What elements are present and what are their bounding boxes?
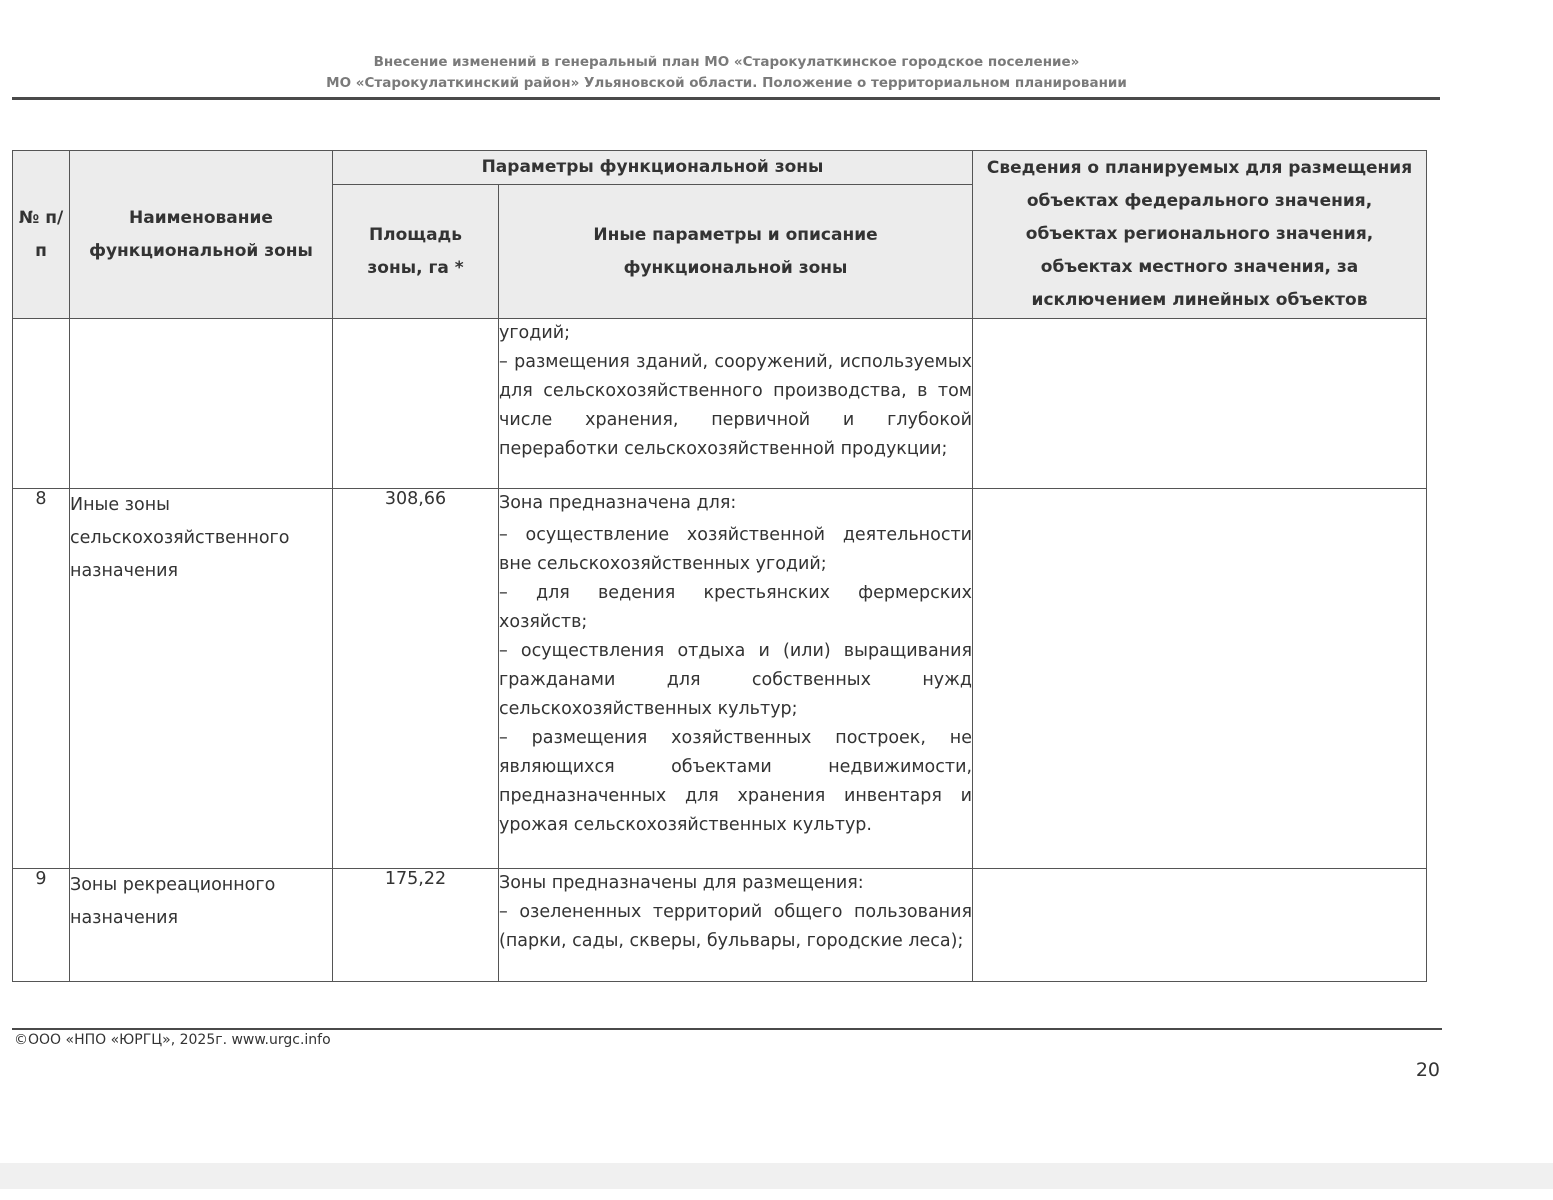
footer-copyright: ©ООО «НПО «ЮРГЦ», 2025г. www.urgc.info bbox=[14, 1032, 331, 1048]
zone-description bbox=[499, 489, 973, 869]
zone-name: Иные зоны сельскохозяйственного назначения bbox=[70, 489, 333, 869]
description-line: Зона предназначена для: bbox=[499, 493, 737, 513]
zone-description bbox=[499, 319, 973, 489]
table-row bbox=[13, 869, 1427, 982]
row-number: 9 bbox=[13, 869, 70, 982]
functional-zones-table bbox=[12, 150, 1427, 982]
table-row bbox=[13, 319, 1427, 489]
zone-area: 308,66 bbox=[333, 489, 499, 869]
column-header-other-params: Иные параметры и описание функциональной зоны bbox=[499, 185, 973, 319]
description-line: – размещения хозяйственных построек, не являющихся объектами недвижимости, предназначенных для хранения инвентаря и урожая сельскохозяйственных культур. bbox=[499, 728, 973, 835]
description-line: Зоны предназначены для размещения: bbox=[499, 873, 864, 893]
description-line: угодий; bbox=[499, 323, 570, 343]
description-line: – озелененных территорий общего пользования (парки, сады, скверы, бульвары, городские леса); bbox=[499, 902, 973, 951]
page-number: 20 bbox=[1415, 1059, 1440, 1081]
zone-area bbox=[333, 319, 499, 489]
zone-description bbox=[499, 869, 973, 982]
footer-divider bbox=[12, 1028, 1442, 1030]
column-header-area: Площадь зоны, га * bbox=[333, 185, 499, 319]
column-header-number: № п/п bbox=[13, 151, 70, 319]
row-number bbox=[13, 319, 70, 489]
row-number: 8 bbox=[13, 489, 70, 869]
document-header bbox=[0, 52, 1453, 94]
description-line: – осуществления отдыха и (или) выращивания гражданами для собственных нужд сельскохозяйственных культур; bbox=[499, 641, 973, 719]
table-row bbox=[13, 489, 1427, 869]
column-header-params-group: Параметры функциональной зоны bbox=[333, 151, 973, 185]
zone-name: Зоны рекреационного назначения bbox=[70, 869, 333, 982]
zone-name bbox=[70, 319, 333, 489]
header-line-1: Внесение изменений в генеральный план МО «Старокулаткинское городское поселение» bbox=[373, 54, 1080, 70]
column-header-planned-objects: Сведения о планируемых для размещения объектах федерального значения, объектах регионального значения, объектах местного значения, за исключением линейных объектов bbox=[973, 151, 1427, 319]
header-divider bbox=[12, 97, 1440, 100]
planned-objects bbox=[973, 869, 1427, 982]
planned-objects bbox=[973, 489, 1427, 869]
description-line: – осуществление хозяйственной деятельности вне сельскохозяйственных угодий; bbox=[499, 525, 973, 574]
planned-objects bbox=[973, 319, 1427, 489]
zone-area: 175,22 bbox=[333, 869, 499, 982]
header-line-2: МО «Старокулаткинский район» Ульяновской области. Положение о территориальном планировании bbox=[326, 75, 1127, 91]
column-header-zone-name: Наименование функциональной зоны bbox=[70, 151, 333, 319]
description-line: – размещения зданий, сооружений, используемых для сельскохозяйственного производства, в том числе хранения, первичной и глубокой переработки сельскохозяйственной продукции; bbox=[499, 352, 973, 459]
scan-edge bbox=[0, 1163, 1553, 1189]
description-line: – для ведения крестьянских фермерских хозяйств; bbox=[499, 583, 973, 632]
